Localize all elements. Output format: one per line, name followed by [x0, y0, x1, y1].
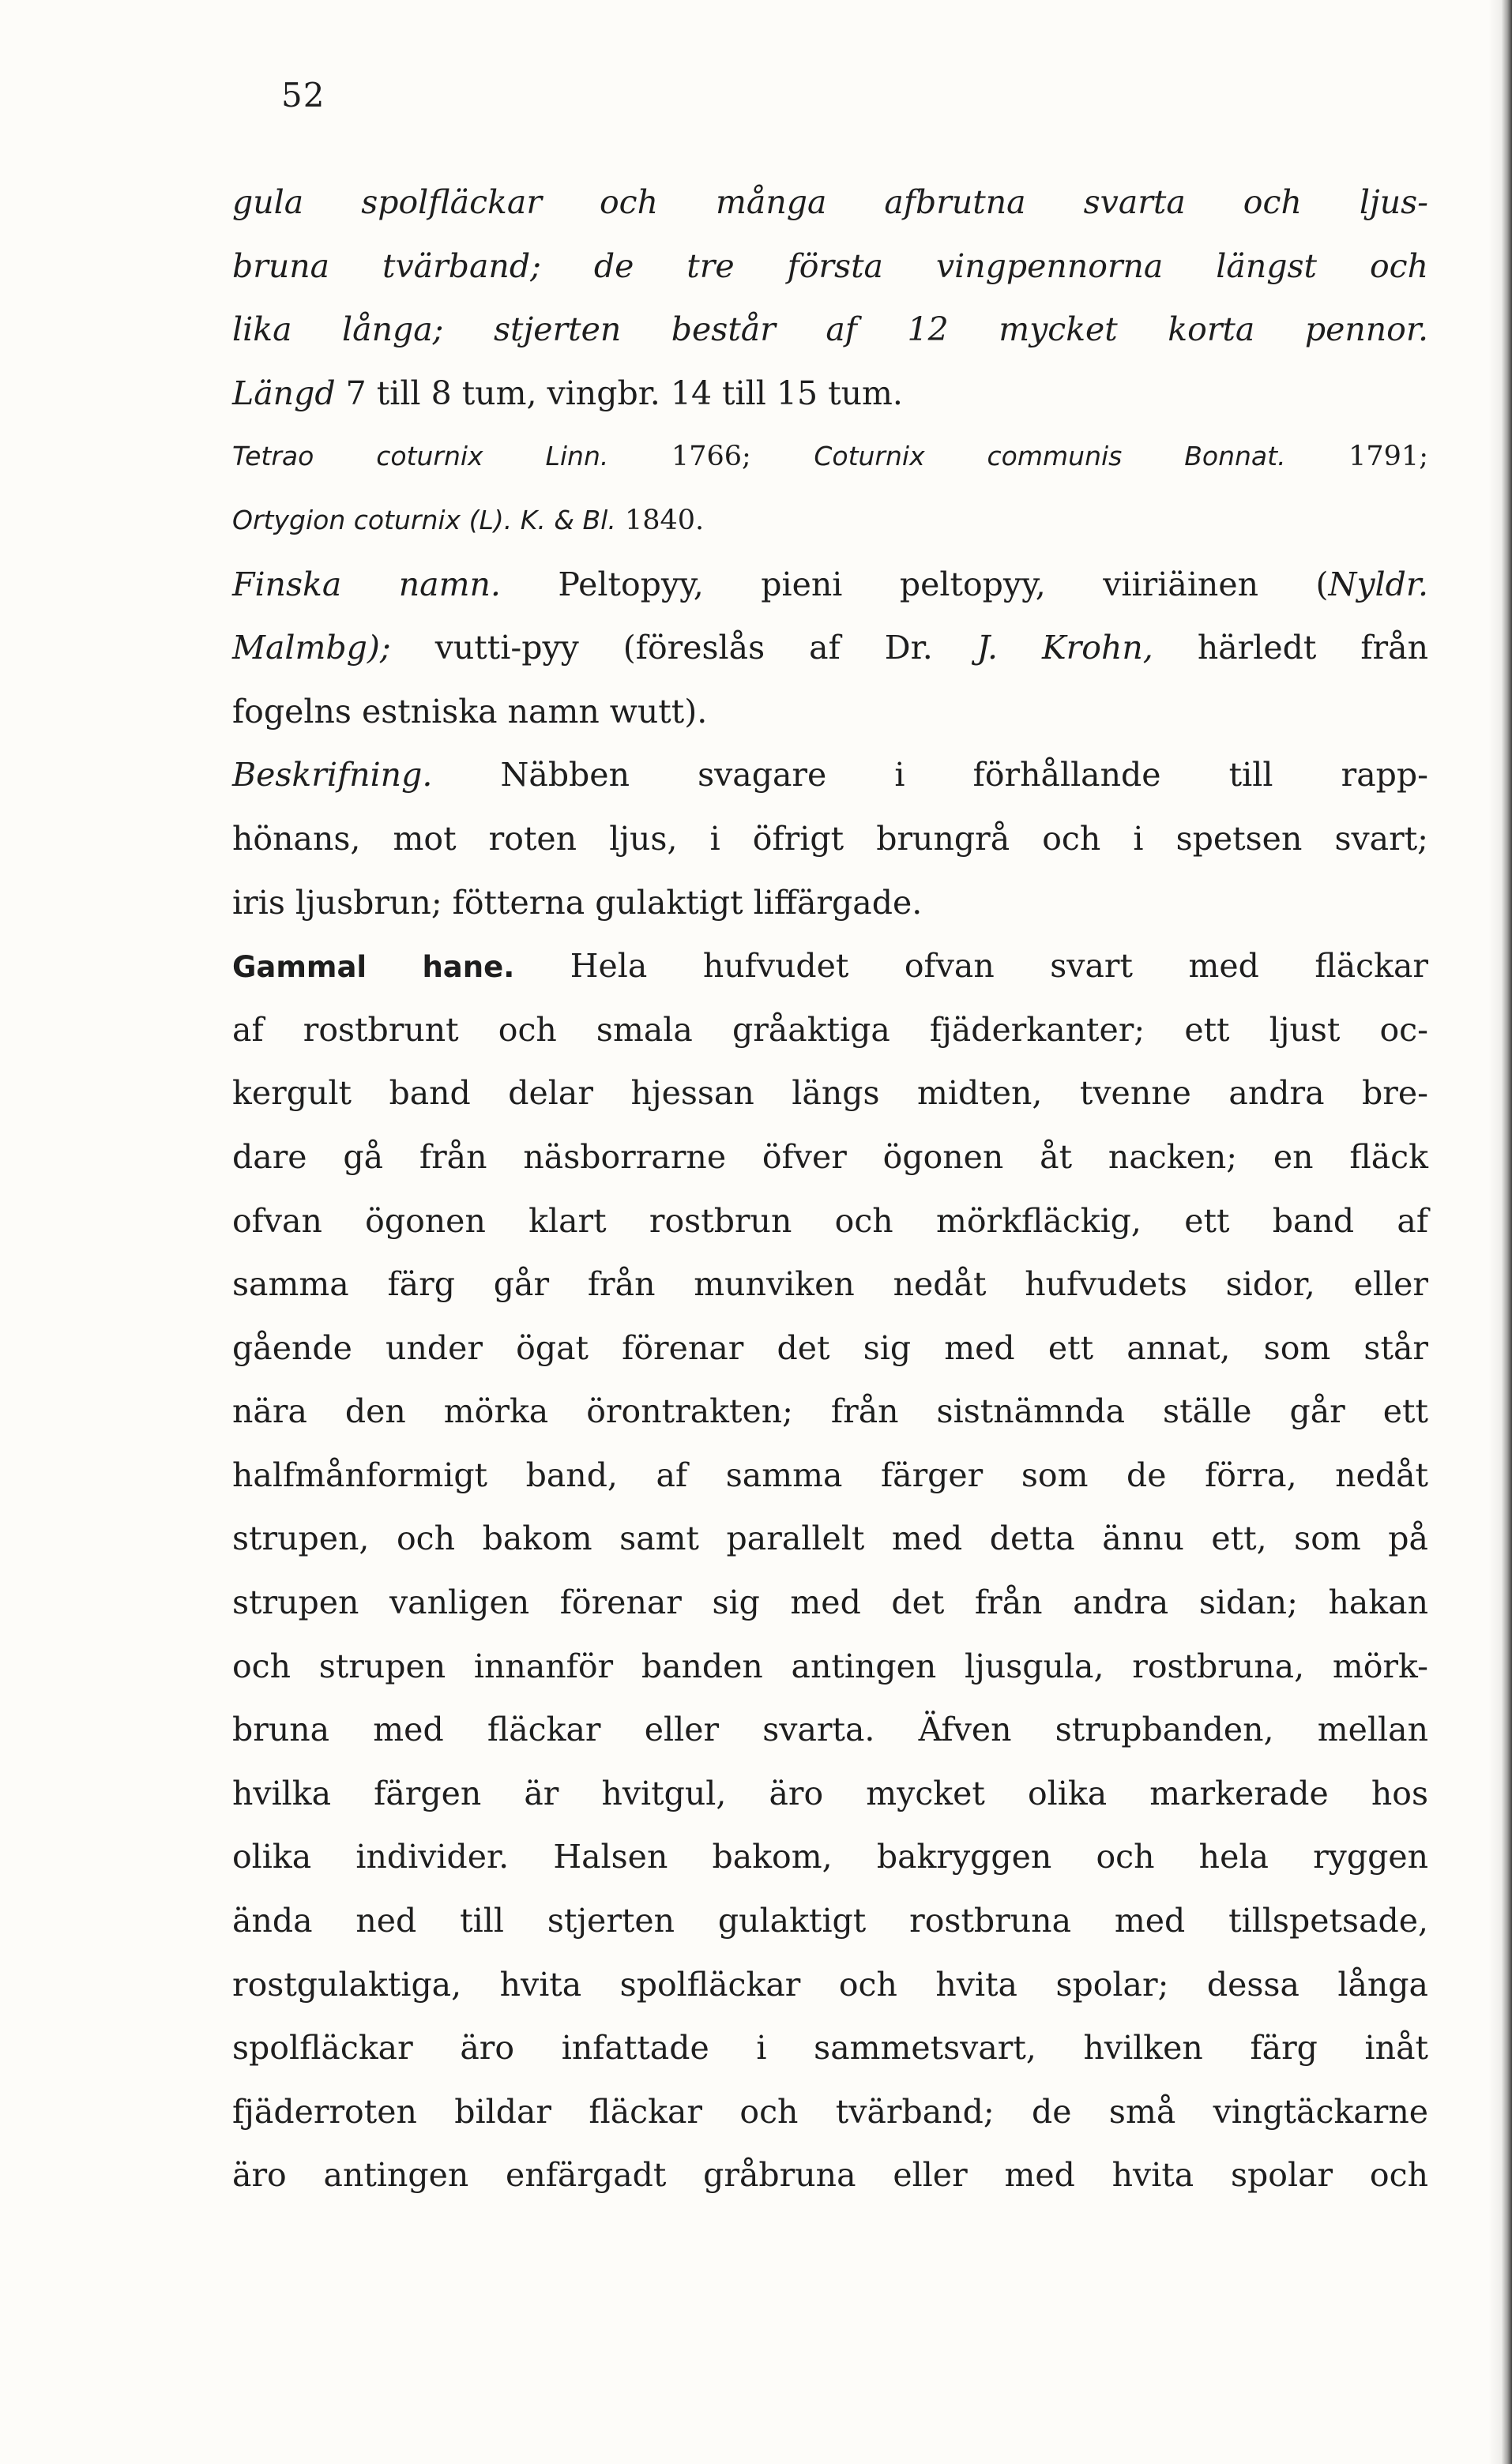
text-run: 1766; [608, 441, 814, 473]
text-line [232, 1444, 1428, 1508]
text-line [232, 2080, 1428, 2144]
text-run: Ortygion coturnix (L). K. & Bl. [232, 504, 616, 535]
text-run: Finska namn. [232, 565, 501, 603]
text-run: rostgulaktiga, hvita spolfläckar och hvita spolar; dessa långa [232, 1965, 1428, 2004]
text-line [232, 934, 1428, 998]
text-run: fogelns estniska namn wutt). [232, 692, 708, 731]
text-line [232, 362, 1428, 426]
text-line [232, 1635, 1428, 1699]
text-run: Nyldr. [1328, 565, 1428, 603]
text-run: hönans, mot roten ljus, i öfrigt brungrå och i spetsen svart; [232, 819, 1428, 858]
text-run: äro antingen enfärgadt gråbruna eller med hvita spolar och [232, 2156, 1428, 2195]
text-line [232, 1571, 1428, 1635]
page-edge-shadow [1488, 0, 1512, 2464]
text-run: hvilka färgen är hvitgul, äro mycket olika markerade hos [232, 1774, 1428, 1812]
text-run: 1791; [1285, 441, 1428, 473]
text-line [232, 235, 1428, 299]
text-line [232, 871, 1428, 935]
text-line [232, 616, 1428, 680]
text-run: nära den mörka örontrakten; från sistnämnda ställe går ett [232, 1392, 1428, 1431]
text-run: Gammal hane. [232, 950, 515, 985]
text-run: Malmbg); [232, 629, 391, 667]
text-run: af rostbrunt och smala gråaktiga fjäderkanter; ett ljust oc- [232, 1010, 1428, 1049]
text-line [232, 1698, 1428, 1762]
text-run: J. Krohn, [976, 629, 1153, 667]
text-run: gående under ögat förenar det sig med ett annat, som står [232, 1328, 1428, 1367]
text-run: Peltopyy, pieni peltopyy, viiriäinen ( [500, 565, 1329, 603]
text-run: halfmånformigt band, af samma färger som de förra, nedåt [232, 1455, 1428, 1494]
text-run: Beskrifning. [232, 756, 433, 794]
text-line [232, 807, 1428, 871]
text-run: samma färg går från munviken nedåt hufvudets sidor, eller [232, 1265, 1428, 1304]
text-line [232, 553, 1428, 617]
text-run: Hela hufvudet ofvan svart med fläckar [514, 947, 1428, 986]
text-run: Coturnix communis Bonnat. [814, 441, 1286, 472]
text-run: och strupen innanför banden antingen ljusgula, rostbruna, mörk- [232, 1647, 1428, 1685]
text-run: Näbben svagare i förhållande till rapp- [432, 756, 1428, 794]
text-run: vutti-pyy (föreslås af Dr. [390, 629, 977, 667]
text-run: spolfläckar äro infattade i sammetsvart, hvilken färg inåt [232, 2029, 1428, 2068]
text-line [232, 2143, 1428, 2207]
text-line [232, 1189, 1428, 1253]
body-text [232, 171, 1428, 2207]
text-line [232, 1061, 1428, 1125]
text-run: kergult band delar hjessan längs midten, tvenne andra bre- [232, 1074, 1428, 1113]
text-line [232, 1317, 1428, 1380]
text-line [232, 743, 1428, 807]
text-run: dare gå från näsborrarne öfver ögonen åt nacken; en fläck [232, 1137, 1428, 1176]
text-line [232, 680, 1428, 744]
text-line [232, 1380, 1428, 1444]
text-run: ända ned till stjerten gulaktigt rostbruna med tillspetsade, [232, 1902, 1428, 1940]
text-run: strupen, och bakom samt parallelt med detta ännu ett, som på [232, 1519, 1428, 1558]
text-line [232, 2016, 1428, 2080]
text-run: 7 till 8 tum, vingbr. 14 till 15 tum. [335, 374, 903, 412]
text-run: Längd [232, 374, 336, 412]
text-line [232, 1762, 1428, 1826]
text-run: 1840. [615, 504, 705, 536]
text-run: fjäderroten bildar fläckar och tvärband; de små vingtäckarne [232, 2092, 1428, 2131]
text-run: ofvan ögonen klart rostbrun och mörkfläckig, ett band af [232, 1201, 1428, 1240]
text-line [232, 1953, 1428, 2017]
text-run: bruna tvärband; de tre första vingpennorna längst och [232, 246, 1428, 285]
text-run: olika individer. Halsen bakom, bakryggen och hela ryggen [232, 1838, 1428, 1876]
text-line [232, 1507, 1428, 1571]
text-line [232, 1889, 1428, 1953]
text-line [232, 171, 1428, 235]
text-line [232, 1253, 1428, 1317]
text-run: gula spolfläckar och många afbrutna svarta och ljus- [232, 183, 1428, 221]
text-run: bruna med fläckar eller svarta. Äfven strupbanden, mellan [232, 1711, 1428, 1749]
text-run: iris ljusbrun; fötterna gulaktigt liffärgade. [232, 883, 923, 922]
text-line [232, 489, 1428, 553]
text-run: Tetrao coturnix Linn. [232, 441, 609, 472]
text-line [232, 298, 1428, 362]
text-run: härledt från [1153, 629, 1428, 667]
text-run: strupen vanligen förenar sig med det från andra sidan; hakan [232, 1583, 1428, 1622]
text-line [232, 998, 1428, 1062]
text-line [232, 1125, 1428, 1189]
page-number: 52 [281, 76, 325, 115]
text-line [232, 1825, 1428, 1889]
text-run: lika långa; stjerten består af 12 mycket korta pennor. [232, 310, 1428, 349]
text-line [232, 425, 1428, 489]
